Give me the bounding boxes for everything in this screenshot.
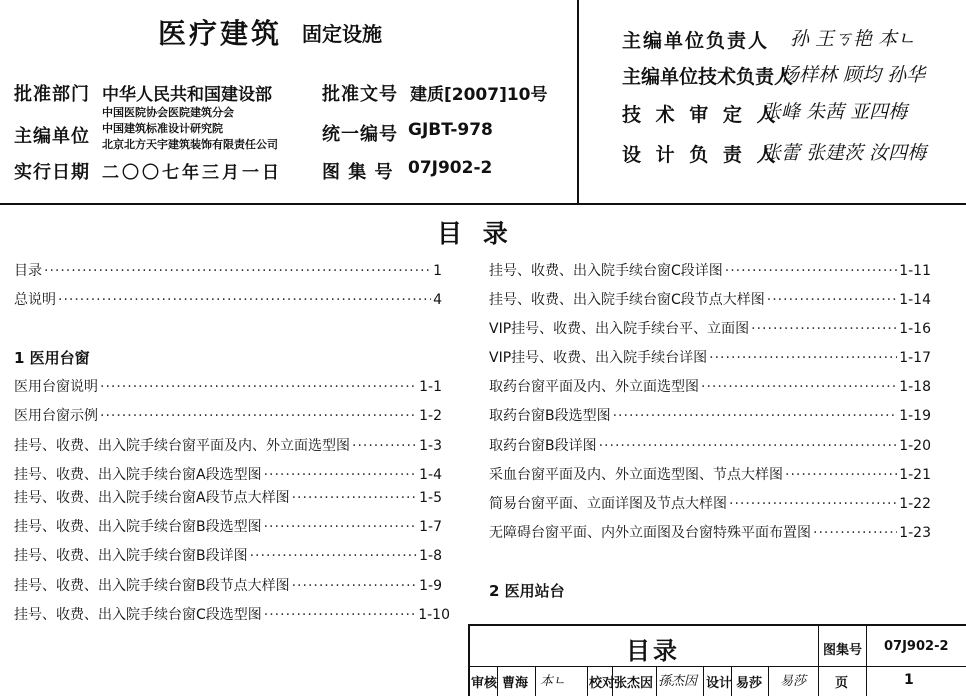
header-divider-horizontal (0, 203, 966, 205)
cell-divider (497, 666, 498, 696)
toc-item[interactable]: 总说明 ····· 4 (14, 289, 442, 309)
toc-item[interactable]: 挂号、收费、出入院手续台窗A段节点大样图 ····· 1-5 (14, 487, 442, 507)
toc-item[interactable]: VIP挂号、收费、出入院手续台平、立面图 ····· 1-16 (489, 318, 931, 338)
contents-heading: 目 录 (437, 219, 514, 248)
approval-no-value: 建质[2007]10号 (410, 85, 548, 105)
review-label: 审核 (471, 676, 498, 691)
check-label: 校对 (589, 676, 616, 691)
toc-item[interactable]: 无障碍台窗平面、内外立面图及台窗特殊平面布置图 ····· 1-23 (489, 522, 931, 542)
responsible-signature-3: 张峰 朱茜 亚四梅 (762, 101, 908, 123)
toc-item[interactable]: 取药台窗B段选型图 ····· 1-19 (489, 405, 931, 425)
toc-item[interactable]: 目录 ····· 1 (14, 260, 442, 280)
title-block-divider-2 (866, 624, 867, 696)
approval-dept-label: 批准部门 (14, 84, 90, 105)
chief-unit-label: 主编单位 (14, 126, 90, 147)
cell-divider (656, 666, 657, 696)
toc-item[interactable]: 简易台窗平面、立面详图及节点大样图 ····· 1-22 (489, 493, 931, 513)
responsible-role-1: 主编单位负责人 (622, 30, 770, 52)
toc-item[interactable]: 医用台窗示例 ····· 1-2 (14, 405, 442, 425)
toc-item[interactable]: 挂号、收费、出入院手续台窗C段详图 ····· 1-11 (489, 260, 931, 280)
responsible-role-4: 设 计 负 责 人 (622, 144, 780, 166)
responsible-signature-2: 杨样林 顾均 孙华 (780, 64, 926, 86)
reviewer-signature: 本ㄴ (540, 674, 566, 689)
cell-divider (768, 666, 769, 696)
toc-item[interactable]: 取药台窗B段详图 ····· 1-20 (489, 435, 931, 455)
checker-signature: 孫杰因 (658, 674, 698, 689)
toc-item[interactable]: 挂号、收费、出入院手续台窗B段详图 ····· 1-8 (14, 545, 442, 565)
cell-divider (535, 666, 536, 696)
toc-item[interactable]: 挂号、收费、出入院手续台窗B段选型图 ····· 1-7 (14, 516, 442, 536)
effective-date-label: 实行日期 (14, 162, 90, 183)
designer-signature: 易莎 (780, 674, 807, 689)
atlas-no-value: 07J902-2 (408, 158, 493, 178)
reviewer-name: 曹海 (502, 676, 529, 691)
responsible-role-3: 技 术 审 定 人 (622, 104, 780, 126)
title-block-divider-1 (818, 624, 819, 696)
responsible-role-2: 主编单位技术负责人 (622, 66, 794, 88)
title-block-name: 目录 (626, 637, 680, 665)
atlas-no-label: 图集号 (823, 643, 863, 658)
title-block-top-line (468, 624, 966, 626)
checker-name: 张杰因 (614, 676, 654, 691)
effective-date-value: 二〇〇七年三月一日 (102, 163, 282, 183)
toc-item[interactable]: 采血台窗平面及内、外立面选型图、节点大样图 ····· 1-21 (489, 464, 931, 484)
atlas-title: 医疗建筑 (158, 17, 283, 50)
responsible-signature-4: 张蕾 张建茨 汝四梅 (762, 142, 927, 164)
toc-item[interactable]: 医用台窗说明 ····· 1-1 (14, 376, 442, 396)
chief-unit-value-1: 中国医院协会医院建筑分会 (102, 106, 234, 119)
atlas-subtitle: 固定设施 (302, 22, 382, 46)
chief-unit-value-3: 北京北方天宇建筑装饰有限责任公司 (102, 138, 278, 151)
toc-section-heading: 1 医用台窗 (14, 349, 90, 367)
toc-item[interactable]: 取药台窗平面及内、外立面选型图 ····· 1-18 (489, 376, 931, 396)
approval-no-label: 批准文号 (322, 84, 398, 105)
design-label: 设计 (706, 676, 733, 691)
cell-divider (587, 666, 588, 696)
toc-item[interactable]: 挂号、收费、出入院手续台窗C段选型图 ····· 1-10 (14, 604, 450, 624)
toc-item[interactable]: VIP挂号、收费、出入院手续台详图 ····· 1-17 (489, 347, 931, 367)
approval-dept-value: 中华人民共和国建设部 (102, 85, 272, 105)
title-block-left-line (468, 624, 470, 696)
unified-no-label: 统一编号 (322, 124, 398, 145)
page-number: 1 (904, 672, 914, 688)
toc-item[interactable]: 挂号、收费、出入院手续台窗B段节点大样图 ····· 1-9 (14, 575, 442, 595)
atlas-no-label: 图 集 号 (322, 162, 394, 183)
unified-no-value: GJBT-978 (408, 120, 493, 140)
cell-divider (703, 666, 704, 696)
designer-name: 易莎 (736, 676, 763, 691)
responsible-signature-1: 孙 王ㄎ艳 本ㄴ (790, 28, 916, 50)
toc-item[interactable]: 挂号、收费、出入院手续台窗A段选型图 ····· 1-4 (14, 464, 442, 484)
toc-item[interactable]: 挂号、收费、出入院手续台窗平面及内、外立面选型图 ····· 1-3 (14, 435, 442, 455)
chief-unit-value-2: 中国建筑标准设计研究院 (102, 122, 223, 135)
header-divider-vertical (577, 0, 579, 204)
title-block-mid-line (468, 666, 966, 667)
page-label: 页 (835, 676, 849, 691)
atlas-no-value: 07J902-2 (884, 639, 949, 654)
toc-section-heading: 2 医用站台 (489, 582, 565, 600)
toc-item[interactable]: 挂号、收费、出入院手续台窗C段节点大样图 ····· 1-14 (489, 289, 931, 309)
